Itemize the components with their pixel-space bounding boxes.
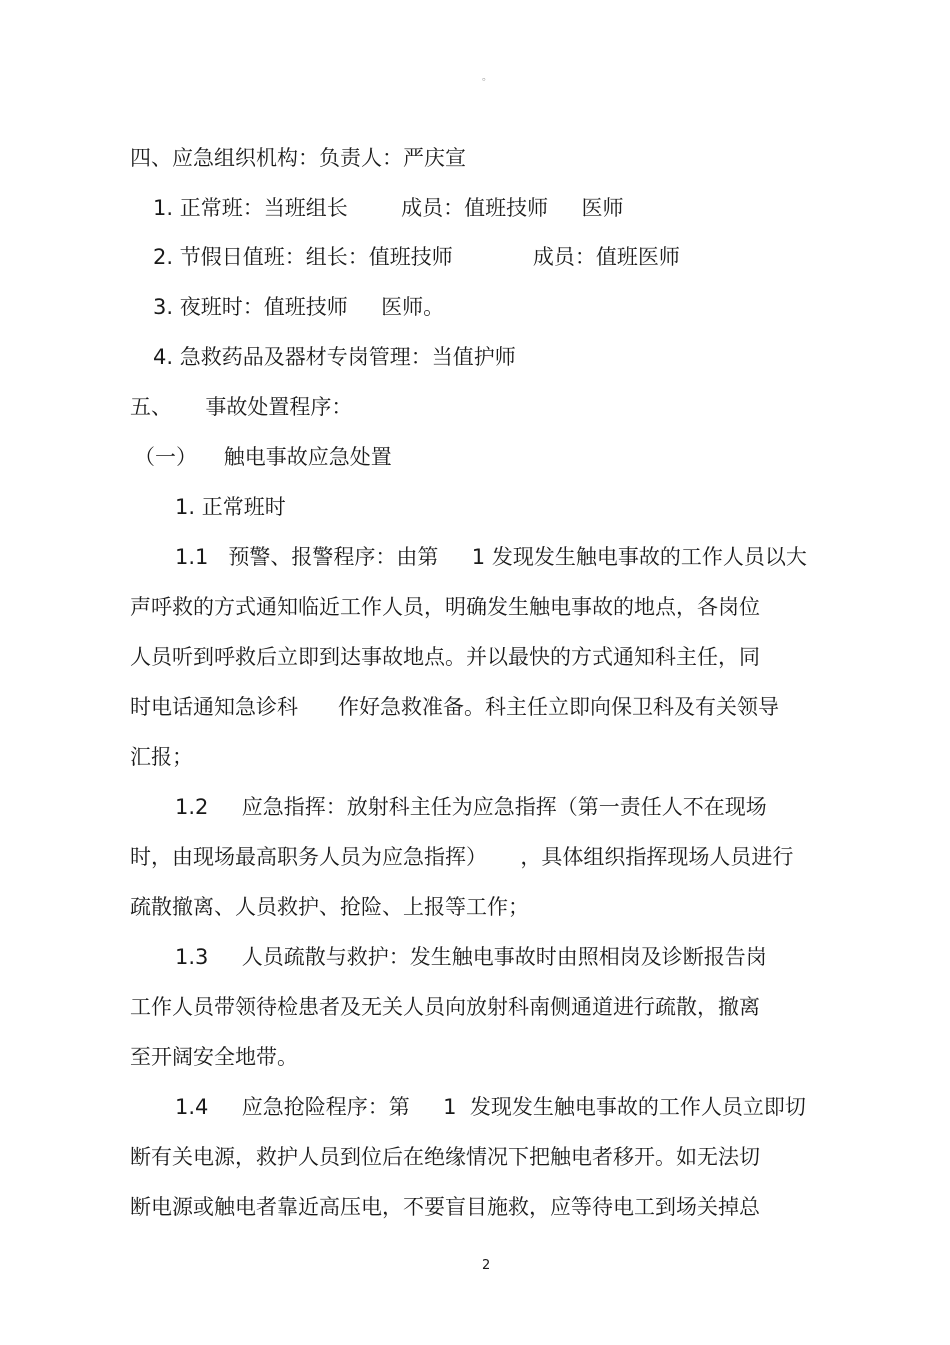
paragraph-1-1-line: 声呼救的方式通知临近工作人员，明确发生触电事故的地点，各岗位 [130, 595, 760, 619]
paragraph-1-1-line: 1.1 预警、报警程序：由第 1 发现发生触电事故的工作人员以大 [175, 545, 807, 569]
paragraph-1-1-line: 汇报； [130, 745, 193, 769]
paragraph-1-3-line: 至开阔安全地带。 [130, 1045, 298, 1069]
section-5-heading: 五、 事故处置程序： [130, 395, 353, 419]
section-4-heading: 四、应急组织机构：负责人：严庆宣 [130, 146, 466, 170]
subheading-normal-shift: 1. 正常班时 [175, 495, 286, 519]
paragraph-1-4-line: 断电源或触电者靠近高压电，不要盲目施救，应等待电工到场关掉总 [130, 1195, 760, 1219]
item-2-holiday-shift: 2. 节假日值班：组长：值班技师 成员：值班医师 [153, 245, 680, 269]
header-mark: 。 [482, 72, 492, 83]
paragraph-1-4-line: 1.4 应急抢险程序：第 1 发现发生触电事故的工作人员立即切 [175, 1095, 806, 1119]
paragraph-1-1-line: 人员听到呼救后立即到达事故地点。并以最快的方式通知科主任，同 [130, 645, 760, 669]
paragraph-1-4-line: 断有关电源，救护人员到位后在绝缘情况下把触电者移开。如无法切 [130, 1145, 760, 1169]
paragraph-1-2-line: 疏散撤离、人员救护、抢险、上报等工作； [130, 895, 529, 919]
item-4-drug-management: 4. 急救药品及器材专岗管理：当值护师 [153, 345, 516, 369]
paragraph-1-1-line: 时电话通知急诊科 作好急救准备。科主任立即向保卫科及有关领导 [130, 695, 780, 719]
item-1-normal-shift: 1. 正常班：当班组长 成员：值班技师 医师 [153, 196, 624, 220]
paragraph-1-2-line: 时，由现场最高职务人员为应急指挥） ，具体组织指挥现场人员进行 [130, 845, 794, 869]
item-3-night-shift: 3. 夜班时：值班技师 医师。 [153, 295, 445, 319]
paragraph-1-3-line: 工作人员带领待检患者及无关人员向放射科南侧通道进行疏散，撤离 [130, 995, 760, 1019]
subsection-1-heading: （一） 触电事故应急处置 [134, 445, 392, 469]
paragraph-1-3-line: 1.3 人员疏散与救护：发生触电事故时由照相岗及诊断报告岗 [175, 945, 767, 969]
page-number: 2 [482, 1258, 491, 1273]
paragraph-1-2-line: 1.2 应急指挥：放射科主任为应急指挥（第一责任人不在现场 [175, 795, 767, 819]
